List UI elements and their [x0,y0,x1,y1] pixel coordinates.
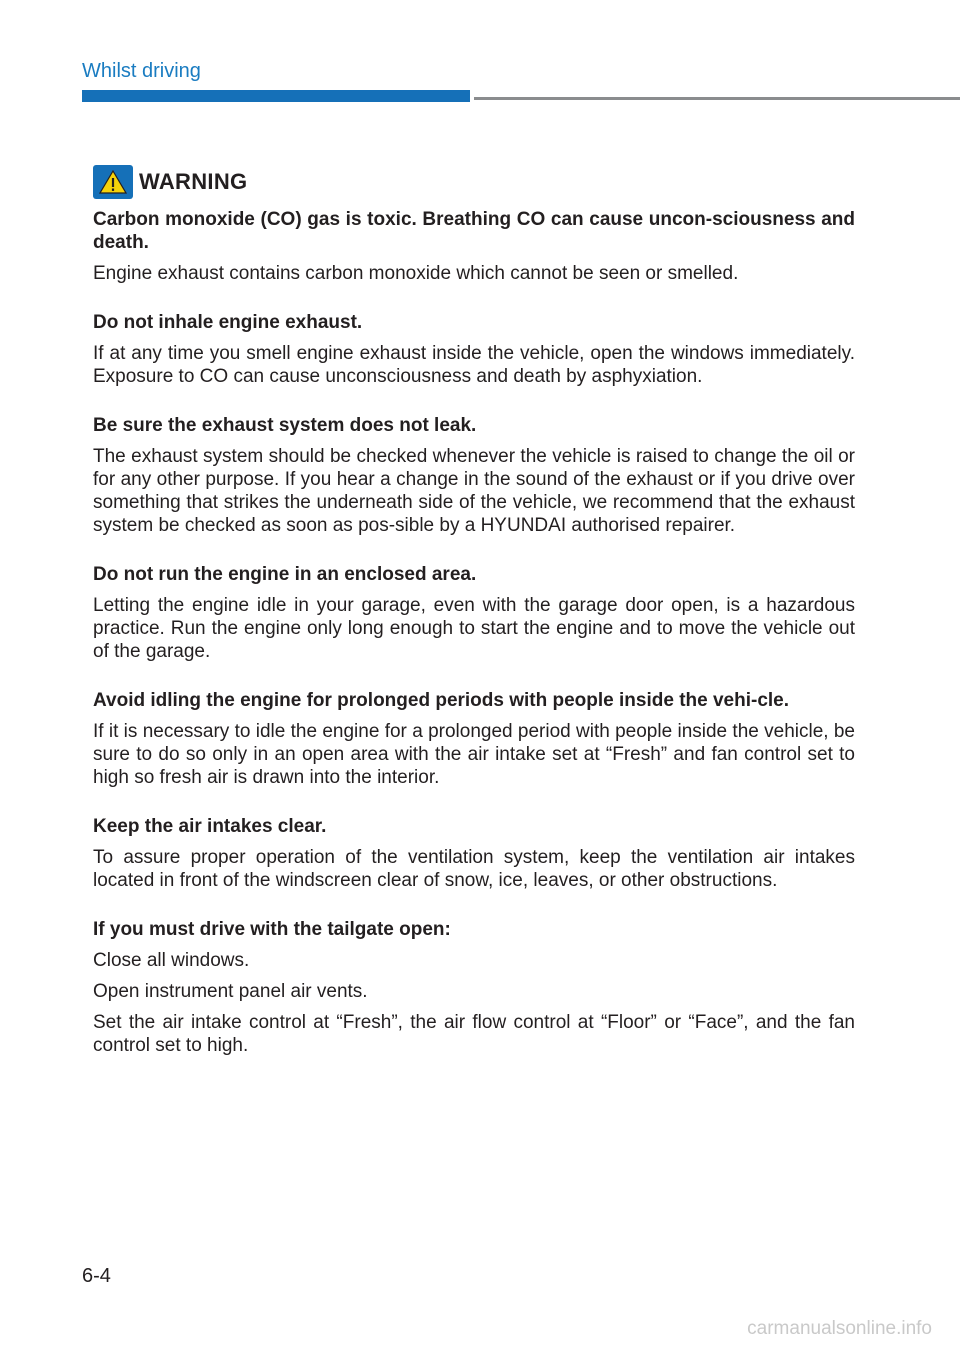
warning-item [93,689,855,789]
warning-item [93,815,855,892]
warning-item-text: Close all windows. [93,950,250,971]
section-title: Whilst driving [82,60,201,82]
warning-item-heading: If you must drive with the tailgate open: [93,919,451,940]
warning-item [93,918,855,1057]
warning-item-heading: Keep the air intakes clear. [93,816,327,837]
page-number: 6-4 [82,1265,111,1287]
warning-header [93,164,855,200]
warning-item-text: The exhaust system should be checked whenever the vehicle is raised to change the oil or for any other purpose. If you hear a change in the sound of the exhaust or if you drive over something that strikes the underneath side of the vehicle, we recommend that the exhaust system be checked as soon as pos-sible by a HYUNDAI authorised repairer. [93,446,855,536]
warning-item-heading: Avoid idling the engine for prolonged periods with people inside the vehi-cle. [93,690,790,711]
warning-item-text: Open instrument panel air vents. [93,981,368,1002]
warning-item [93,208,855,285]
warning-title: WARNING [139,169,248,194]
warning-item [93,563,855,663]
warning-item-text: If at any time you smell engine exhaust inside the vehicle, open the windows immediately. Exposure to CO can cause unconsciousness and death by asphyxiation. [93,343,855,387]
warning-item [93,311,855,388]
warning-item-heading: Do not inhale engine exhaust. [93,312,363,333]
header-rule-accent [82,90,470,102]
header-rule-grey [474,97,960,100]
warning-item-heading: Carbon monoxide (CO) gas is toxic. Breathing CO can cause uncon-sciousness and death. [93,209,855,253]
warning-box [93,164,855,1083]
watermark: carmanualsonline.info [747,1318,932,1339]
warning-item-text: To assure proper operation of the ventilation system, keep the ventilation air intakes located in front of the windscreen clear of snow, ice, leaves, or other obstructions. [93,847,855,891]
warning-item-text: Engine exhaust contains carbon monoxide which cannot be seen or smelled. [93,263,739,284]
warning-item-text: Set the air intake control at “Fresh”, the air flow control at “Floor” or “Face”, and the fan control set to high. [93,1012,855,1056]
warning-item-text: Letting the engine idle in your garage, even with the garage door open, is a hazardous practice. Run the engine only long enough to start the engine and to move the vehicle out of the garage. [93,595,855,662]
warning-item [93,414,855,537]
warning-item-heading: Be sure the exhaust system does not leak. [93,415,477,436]
warning-item-heading: Do not run the engine in an enclosed area. [93,564,477,585]
warning-triangle-icon [93,165,133,199]
warning-item-text: If it is necessary to idle the engine for a prolonged period with people inside the vehicle, be sure to do so only in an open area with the air intake set at “Fresh” and fan control set to high so fresh air is drawn into the interior. [93,721,855,788]
